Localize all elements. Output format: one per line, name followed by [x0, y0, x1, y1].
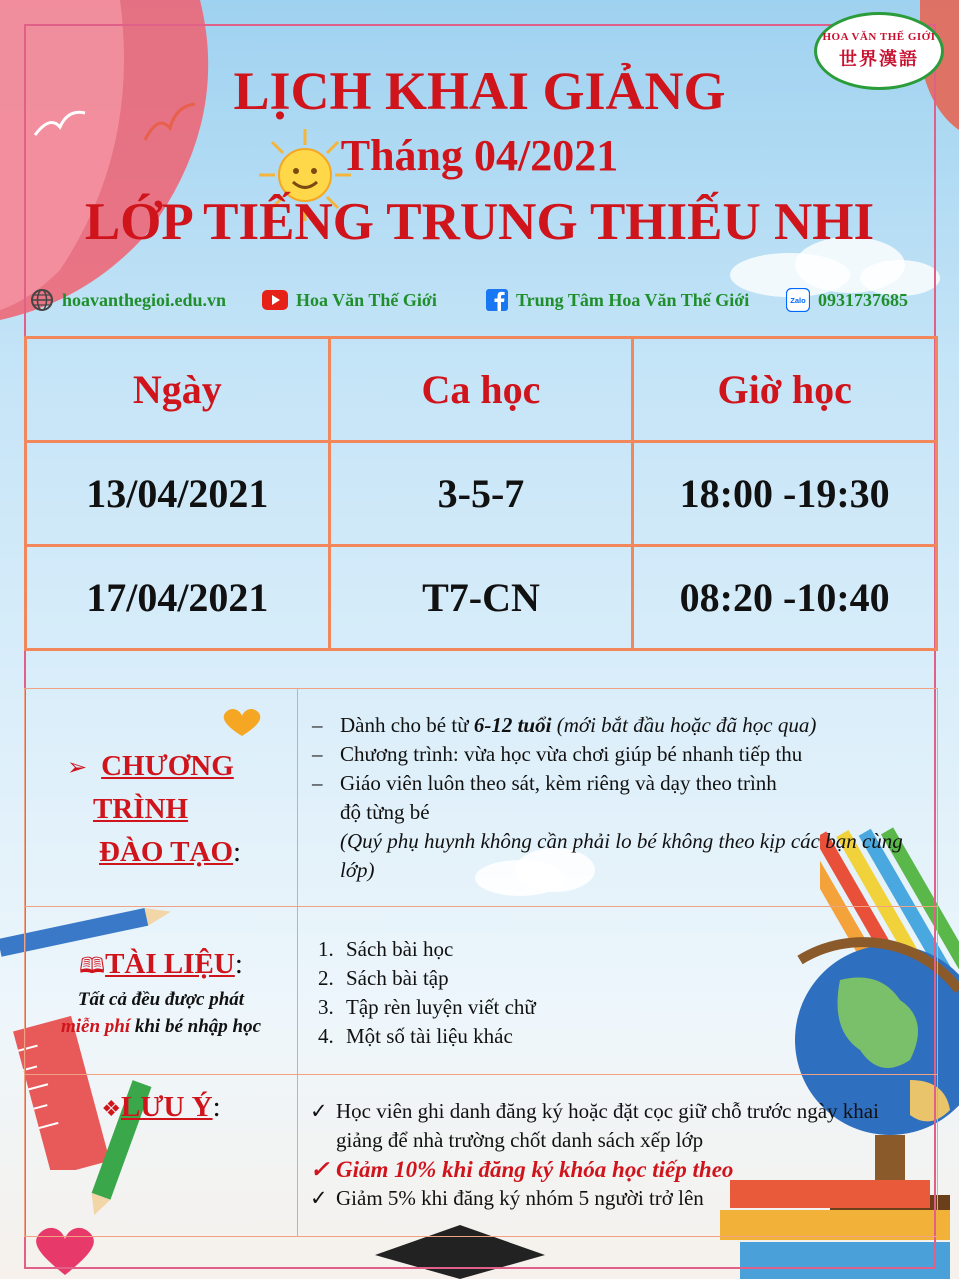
page-subtitle-class: LỚP TIẾNG TRUNG THIẾU NHI [84, 193, 875, 251]
notes-colon: : [212, 1091, 221, 1123]
program-item1-prefix: Dành cho bé từ [340, 713, 474, 737]
website-link[interactable] [30, 286, 226, 314]
list-item: 3. Tập rèn luyện viết chữ [318, 995, 536, 1019]
list-item [312, 711, 937, 740]
list-item: ✓ Giảm 5% khi đăng ký nhóm 5 người trở lên [310, 1184, 937, 1213]
notes-row [25, 1075, 938, 1237]
notes-label-cell [25, 1075, 298, 1237]
program-heading-1: CHƯƠNG [101, 750, 234, 782]
program-row [25, 689, 938, 907]
schedule-header-row [26, 338, 937, 442]
materials-free-text: miễn phí [60, 1016, 131, 1037]
schedule-table [24, 336, 938, 651]
list-item: ✓ Giảm 10% khi đăng ký khóa học tiếp theo [310, 1155, 937, 1184]
logo-name: HOA VĂN THẾ GIỚI [822, 31, 936, 43]
header-date: Ngày [26, 338, 330, 442]
diamond-bullet-icon: ❖ [101, 1096, 122, 1121]
program-item3-note: (Quý phụ huynh không cần phải lo bé không theo kịp các bạn cùng lớp) [340, 829, 903, 882]
materials-content-cell [298, 907, 938, 1075]
facebook-text: Trung Tâm Hoa Văn Thế Giới [516, 289, 750, 310]
materials-row [25, 907, 938, 1075]
table-row [26, 442, 937, 546]
materials-note-line1: Tất cả đều được phát [77, 989, 245, 1010]
row-session: T7-CN [329, 546, 633, 650]
materials-label-cell [25, 907, 298, 1075]
notes-heading: LƯU Ý [121, 1091, 213, 1123]
zalo-icon-text: Zalo [790, 296, 806, 305]
program-label-cell [25, 689, 298, 907]
program-item3-line1: Giáo viên luôn theo sát, kèm riêng và dạy theo trình [340, 771, 777, 795]
program-heading-2: TRÌNH [93, 793, 189, 825]
list-item: ✓ Học viên ghi danh đăng ký hoặc đặt cọc giữ chỗ trước ngày khai giảng để nhà trường chốt danh sách xếp lớp [310, 1097, 937, 1155]
row-time: 18:00 -19:30 [633, 442, 937, 546]
notes-list [298, 1075, 937, 1213]
header-session: Ca học [329, 338, 633, 442]
facebook-link[interactable] [486, 286, 749, 314]
program-item1-age: 6-12 tuổi [473, 713, 552, 737]
info-table [24, 688, 938, 1237]
zalo-phone-text: 0931737685 [818, 289, 908, 310]
list-item: – Chương trình: vừa học vừa chơi giúp bé nhanh tiếp thu [312, 740, 937, 769]
materials-heading: TÀI LIỆU [105, 948, 235, 980]
program-item3-line2: độ từng bé [340, 800, 430, 824]
notes-content-cell [298, 1075, 938, 1237]
program-heading-3: ĐÀO TẠO [99, 836, 234, 868]
program-item1-suffix: (mới bắt đầu hoặc đã học qua) [551, 713, 817, 737]
row-session: 3-5-7 [329, 442, 633, 546]
table-row [26, 546, 937, 650]
zalo-link[interactable] [786, 286, 908, 314]
zalo-icon [786, 288, 810, 312]
materials-note-rest: khi bé nhập học [130, 1016, 262, 1037]
materials-list [298, 907, 937, 1051]
header-time: Giờ học [633, 338, 937, 442]
list-item [312, 769, 937, 885]
globe-icon [30, 288, 54, 312]
row-date: 13/04/2021 [26, 442, 330, 546]
program-colon: : [233, 836, 242, 868]
youtube-text: Hoa Văn Thế Giới [296, 289, 437, 310]
youtube-icon [262, 290, 288, 310]
materials-note [25, 986, 297, 1040]
list-item: 4. Một số tài liệu khác [318, 1024, 513, 1048]
program-content-cell [298, 689, 938, 907]
list-item: 2. Sách bài tập [318, 966, 449, 990]
arrow-bullet-icon: ➢ [67, 755, 88, 781]
website-text: hoavanthegioi.edu.vn [62, 289, 227, 310]
materials-colon: : [234, 948, 243, 980]
facebook-icon [486, 289, 508, 311]
page-title: LỊCH KHAI GIẢNG [233, 61, 726, 121]
program-list [298, 689, 937, 885]
row-time: 08:20 -10:40 [633, 546, 937, 650]
page-subtitle-month: Tháng 04/2021 [340, 131, 619, 180]
row-date: 17/04/2021 [26, 546, 330, 650]
logo-chinese: 世界漢語 [839, 49, 919, 69]
list-item: 1. Sách bài học [318, 937, 454, 961]
book-icon: 🕮 [79, 953, 106, 978]
youtube-link[interactable] [262, 286, 437, 314]
